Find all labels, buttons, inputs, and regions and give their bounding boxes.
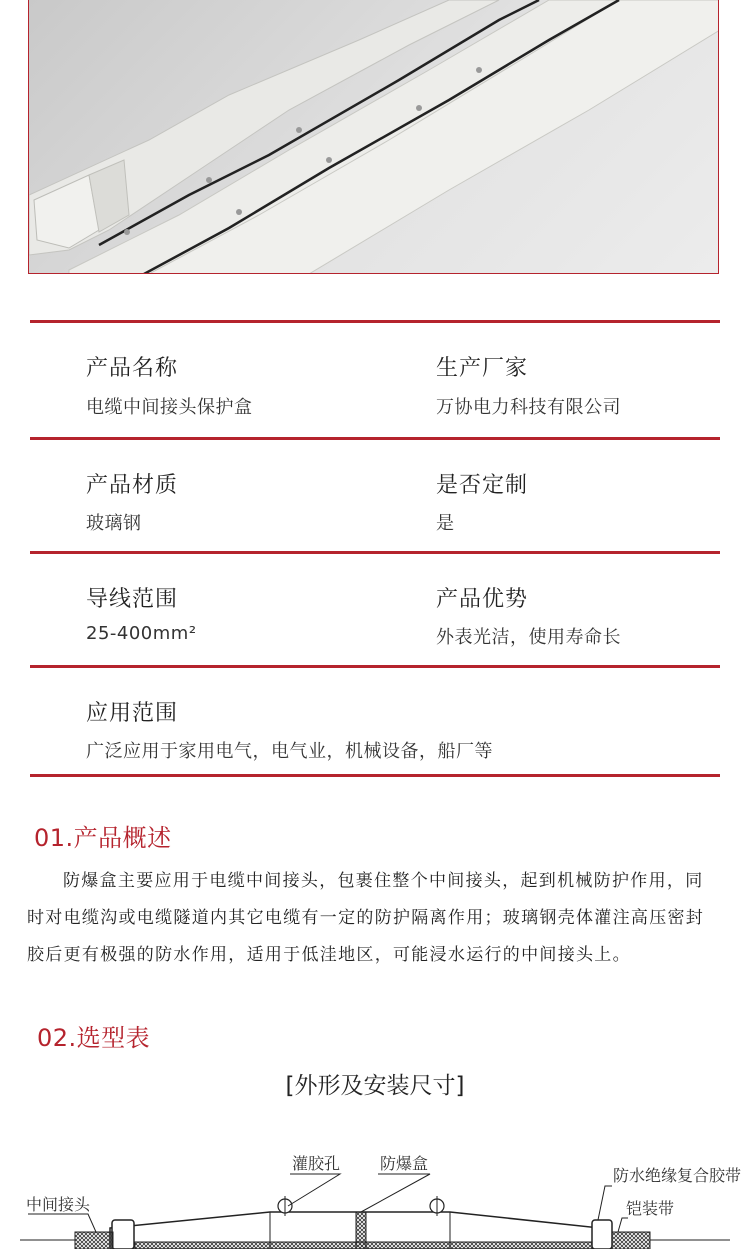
protection-box-image — [29, 0, 719, 274]
spec-value: 是 — [436, 513, 455, 534]
spec-row — [30, 668, 720, 774]
overview-title: 01.产品概述 — [34, 824, 172, 852]
middle-joint-label: 中间接头 — [26, 1195, 91, 1214]
installation-diagram — [0, 1140, 750, 1249]
divider — [30, 774, 720, 777]
spec-label: 产品名称 — [86, 356, 179, 381]
overview-text: 防爆盒主要应用于电缆中间接头，包裹住整个中间接头，起到机械防护作用，同时对电缆沟或电缆隧道内其它电缆有一定的防护隔离作用；玻璃钢壳体灌注高压密封胶后更有极强的防水作用，适用于低洼地区，可能浸水运行的中间接头上。 — [27, 871, 705, 965]
spec-row — [30, 323, 720, 437]
diagram-title: [外形及安装尺寸] — [285, 1073, 465, 1099]
spec-label: 应用范围 — [86, 701, 179, 726]
spec-row — [30, 554, 720, 665]
spec-table — [30, 320, 720, 777]
spec-value: 25-400mm² — [86, 623, 197, 644]
waterproof-tape-label: 防水绝缘复合胶带 — [613, 1166, 742, 1185]
spec-row — [30, 440, 720, 551]
potting-hole-label: 灌胶孔 — [292, 1154, 341, 1173]
spec-label: 导线范围 — [86, 587, 179, 612]
selection-title: 02.选型表 — [37, 1024, 151, 1052]
armor-tape-label: 铠装带 — [626, 1199, 675, 1218]
spec-label: 生产厂家 — [436, 356, 529, 381]
spec-value: 广泛应用于家用电气，电气业，机械设备，船厂等 — [86, 741, 493, 762]
spec-value: 玻璃钢 — [86, 513, 142, 534]
product-photo — [28, 0, 719, 274]
spec-label: 产品优势 — [436, 587, 529, 612]
spec-value: 万协电力科技有限公司 — [436, 397, 621, 418]
explosion-box-label: 防爆盒 — [380, 1154, 429, 1173]
spec-label: 是否定制 — [436, 473, 529, 498]
spec-label: 产品材质 — [86, 473, 179, 498]
spec-value: 电缆中间接头保护盒 — [86, 397, 253, 418]
diagram-drawing — [0, 1140, 750, 1249]
spec-value: 外表光洁，使用寿命长 — [436, 627, 621, 648]
